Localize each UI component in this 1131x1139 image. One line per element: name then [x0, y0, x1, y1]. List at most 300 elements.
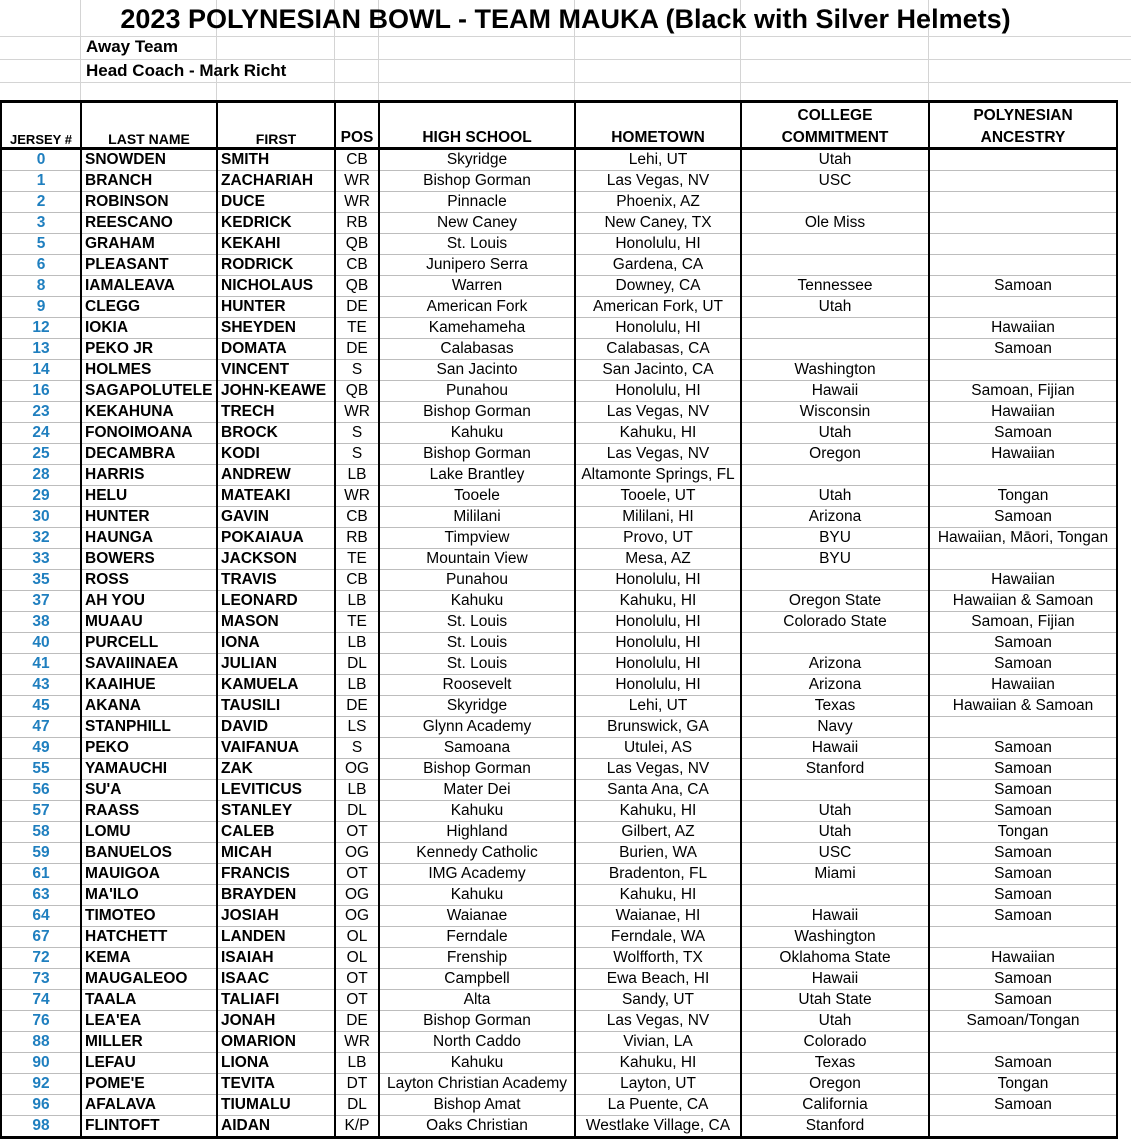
- jersey-number-cell: 0: [1, 149, 81, 171]
- position-cell: DE: [335, 696, 379, 717]
- position-cell: OT: [335, 969, 379, 990]
- college-commitment-cell: [741, 885, 929, 906]
- position-cell: OL: [335, 927, 379, 948]
- jersey-number-cell: 28: [1, 465, 81, 486]
- hometown-cell: La Puente, CA: [575, 1095, 741, 1116]
- college-commitment-cell: Arizona: [741, 654, 929, 675]
- polynesian-ancestry-cell: [929, 465, 1117, 486]
- college-commitment-cell: Utah: [741, 423, 929, 444]
- jersey-number-cell: 8: [1, 276, 81, 297]
- table-row: [1, 1095, 1117, 1116]
- hometown-cell: Gardena, CA: [575, 255, 741, 276]
- first-name-cell: JOSIAH: [217, 906, 335, 927]
- last-name-cell: CLEGG: [81, 297, 217, 318]
- position-cell: QB: [335, 276, 379, 297]
- high-school-cell: Kahuku: [379, 591, 575, 612]
- college-commitment-cell: Oregon: [741, 444, 929, 465]
- last-name-cell: MAUGALEOO: [81, 969, 217, 990]
- hometown-cell: Mesa, AZ: [575, 549, 741, 570]
- last-name-cell: IAMALEAVA: [81, 276, 217, 297]
- jersey-number-cell: 5: [1, 234, 81, 255]
- hometown-cell: Las Vegas, NV: [575, 444, 741, 465]
- college-commitment-cell: Oklahoma State: [741, 948, 929, 969]
- polynesian-ancestry-cell: Hawaiian: [929, 318, 1117, 339]
- college-commitment-cell: Utah: [741, 486, 929, 507]
- college-commitment-cell: Miami: [741, 864, 929, 885]
- college-commitment-cell: Tennessee: [741, 276, 929, 297]
- college-commitment-cell: Navy: [741, 717, 929, 738]
- polynesian-ancestry-cell: Samoan: [929, 780, 1117, 801]
- jersey-number-cell: 63: [1, 885, 81, 906]
- table-row: [1, 948, 1117, 969]
- college-commitment-cell: Hawaii: [741, 969, 929, 990]
- hometown-cell: Wolfforth, TX: [575, 948, 741, 969]
- jersey-number-cell: 40: [1, 633, 81, 654]
- high-school-cell: Bishop Amat: [379, 1095, 575, 1116]
- high-school-cell: IMG Academy: [379, 864, 575, 885]
- polynesian-ancestry-cell: [929, 297, 1117, 318]
- college-commitment-cell: Utah: [741, 801, 929, 822]
- first-name-cell: AIDAN: [217, 1116, 335, 1138]
- position-cell: WR: [335, 192, 379, 213]
- jersey-number-cell: 32: [1, 528, 81, 549]
- last-name-cell: SU'A: [81, 780, 217, 801]
- college-commitment-cell: [741, 192, 929, 213]
- high-school-cell: Kamehameha: [379, 318, 575, 339]
- table-row: [1, 234, 1117, 255]
- college-commitment-cell: Colorado State: [741, 612, 929, 633]
- hometown-cell: Las Vegas, NV: [575, 402, 741, 423]
- jersey-number-cell: 98: [1, 1116, 81, 1138]
- hometown-cell: Burien, WA: [575, 843, 741, 864]
- first-name-cell: BROCK: [217, 423, 335, 444]
- first-name-cell: DOMATA: [217, 339, 335, 360]
- last-name-cell: FONOIMOANA: [81, 423, 217, 444]
- high-school-cell: Highland: [379, 822, 575, 843]
- gridline: [0, 82, 1131, 83]
- polynesian-ancestry-cell: Samoan: [929, 864, 1117, 885]
- position-cell: LB: [335, 675, 379, 696]
- table-row: [1, 360, 1117, 381]
- last-name-cell: PEKO: [81, 738, 217, 759]
- table-row: [1, 1074, 1117, 1095]
- hometown-cell: San Jacinto, CA: [575, 360, 741, 381]
- first-name-cell: KEDRICK: [217, 213, 335, 234]
- college-commitment-cell: Oregon State: [741, 591, 929, 612]
- last-name-cell: REESCANO: [81, 213, 217, 234]
- jersey-number-cell: 59: [1, 843, 81, 864]
- table-row: [1, 696, 1117, 717]
- first-name-cell: HUNTER: [217, 297, 335, 318]
- hometown-cell: Westlake Village, CA: [575, 1116, 741, 1138]
- table-row: [1, 1116, 1117, 1138]
- college-commitment-cell: California: [741, 1095, 929, 1116]
- first-name-cell: SHEYDEN: [217, 318, 335, 339]
- first-name-cell: FRANCIS: [217, 864, 335, 885]
- polynesian-ancestry-cell: [929, 927, 1117, 948]
- last-name-cell: HATCHETT: [81, 927, 217, 948]
- first-name-cell: TAUSILI: [217, 696, 335, 717]
- first-name-cell: IONA: [217, 633, 335, 654]
- position-cell: TE: [335, 318, 379, 339]
- last-name-cell: KAAIHUE: [81, 675, 217, 696]
- college-commitment-cell: [741, 234, 929, 255]
- table-row: [1, 444, 1117, 465]
- polynesian-ancestry-cell: [929, 255, 1117, 276]
- position-cell: LB: [335, 591, 379, 612]
- last-name-cell: MILLER: [81, 1032, 217, 1053]
- high-school-cell: North Caddo: [379, 1032, 575, 1053]
- first-name-cell: ZACHARIAH: [217, 171, 335, 192]
- last-name-cell: FLINTOFT: [81, 1116, 217, 1138]
- jersey-number-cell: 35: [1, 570, 81, 591]
- first-name-cell: BRAYDEN: [217, 885, 335, 906]
- table-row: [1, 486, 1117, 507]
- table-row: [1, 927, 1117, 948]
- polynesian-ancestry-cell: [929, 1116, 1117, 1138]
- college-commitment-cell: Colorado: [741, 1032, 929, 1053]
- polynesian-ancestry-cell: Hawaiian: [929, 402, 1117, 423]
- high-school-cell: Kahuku: [379, 801, 575, 822]
- position-cell: OG: [335, 885, 379, 906]
- jersey-number-cell: 38: [1, 612, 81, 633]
- hometown-cell: Bradenton, FL: [575, 864, 741, 885]
- position-cell: OG: [335, 843, 379, 864]
- table-row: [1, 633, 1117, 654]
- jersey-number-cell: 74: [1, 990, 81, 1011]
- position-cell: LB: [335, 780, 379, 801]
- position-cell: DE: [335, 297, 379, 318]
- table-row: [1, 549, 1117, 570]
- college-commitment-cell: [741, 570, 929, 591]
- table-row: [1, 465, 1117, 486]
- header-row-2: [1, 125, 1117, 149]
- hometown-cell: Kahuku, HI: [575, 423, 741, 444]
- high-school-cell: Waianae: [379, 906, 575, 927]
- high-school-cell: Lake Brantley: [379, 465, 575, 486]
- table-row: [1, 801, 1117, 822]
- first-name-cell: MASON: [217, 612, 335, 633]
- position-cell: WR: [335, 402, 379, 423]
- last-name-cell: HELU: [81, 486, 217, 507]
- polynesian-ancestry-cell: Samoan: [929, 759, 1117, 780]
- position-cell: DL: [335, 801, 379, 822]
- polynesian-ancestry-cell: Tongan: [929, 822, 1117, 843]
- college-commitment-cell: Wisconsin: [741, 402, 929, 423]
- high-school-cell: Bishop Gorman: [379, 444, 575, 465]
- high-school-cell: Punahou: [379, 570, 575, 591]
- jersey-number-cell: 90: [1, 1053, 81, 1074]
- table-row: [1, 171, 1117, 192]
- jersey-number-cell: 67: [1, 927, 81, 948]
- jersey-number-cell: 13: [1, 339, 81, 360]
- first-name-cell: LIONA: [217, 1053, 335, 1074]
- position-cell: DT: [335, 1074, 379, 1095]
- table-row: [1, 402, 1117, 423]
- polynesian-ancestry-cell: Tongan: [929, 1074, 1117, 1095]
- jersey-number-cell: 29: [1, 486, 81, 507]
- position-cell: LB: [335, 465, 379, 486]
- college-commitment-cell: USC: [741, 843, 929, 864]
- high-school-cell: Alta: [379, 990, 575, 1011]
- table-row: [1, 423, 1117, 444]
- header-hometown: HOMETOWN: [575, 125, 741, 149]
- position-cell: QB: [335, 381, 379, 402]
- last-name-cell: PEKO JR: [81, 339, 217, 360]
- hometown-cell: Ewa Beach, HI: [575, 969, 741, 990]
- jersey-number-cell: 45: [1, 696, 81, 717]
- first-name-cell: DAVID: [217, 717, 335, 738]
- hometown-cell: Honolulu, HI: [575, 318, 741, 339]
- first-name-cell: LANDEN: [217, 927, 335, 948]
- jersey-number-cell: 2: [1, 192, 81, 213]
- polynesian-ancestry-cell: Samoan: [929, 885, 1117, 906]
- position-cell: OG: [335, 906, 379, 927]
- position-cell: OT: [335, 822, 379, 843]
- position-cell: TE: [335, 612, 379, 633]
- last-name-cell: PLEASANT: [81, 255, 217, 276]
- high-school-cell: Kahuku: [379, 1053, 575, 1074]
- header-ancestry-line2: ANCESTRY: [929, 125, 1117, 149]
- jersey-number-cell: 14: [1, 360, 81, 381]
- college-commitment-cell: Oregon: [741, 1074, 929, 1095]
- polynesian-ancestry-cell: [929, 171, 1117, 192]
- jersey-number-cell: 96: [1, 1095, 81, 1116]
- jersey-number-cell: 3: [1, 213, 81, 234]
- hometown-cell: Layton, UT: [575, 1074, 741, 1095]
- college-commitment-cell: [741, 465, 929, 486]
- table-row: [1, 1032, 1117, 1053]
- college-commitment-cell: Arizona: [741, 507, 929, 528]
- hometown-cell: Utulei, AS: [575, 738, 741, 759]
- polynesian-ancestry-cell: Samoan, Fijian: [929, 612, 1117, 633]
- hometown-cell: American Fork, UT: [575, 297, 741, 318]
- header-cell: [81, 102, 217, 126]
- first-name-cell: ISAAC: [217, 969, 335, 990]
- hometown-cell: Sandy, UT: [575, 990, 741, 1011]
- header-cell: [217, 102, 335, 126]
- table-row: [1, 339, 1117, 360]
- jersey-number-cell: 92: [1, 1074, 81, 1095]
- hometown-cell: Calabasas, CA: [575, 339, 741, 360]
- jersey-number-cell: 37: [1, 591, 81, 612]
- high-school-cell: Bishop Gorman: [379, 402, 575, 423]
- hometown-cell: Las Vegas, NV: [575, 1011, 741, 1032]
- hometown-cell: Ferndale, WA: [575, 927, 741, 948]
- hometown-cell: Kahuku, HI: [575, 1053, 741, 1074]
- hometown-cell: Lehi, UT: [575, 149, 741, 171]
- polynesian-ancestry-cell: Hawaiian & Samoan: [929, 591, 1117, 612]
- polynesian-ancestry-cell: Hawaiian, Māori, Tongan: [929, 528, 1117, 549]
- jersey-number-cell: 6: [1, 255, 81, 276]
- last-name-cell: MA'ILO: [81, 885, 217, 906]
- jersey-number-cell: 76: [1, 1011, 81, 1032]
- last-name-cell: SNOWDEN: [81, 149, 217, 171]
- polynesian-ancestry-cell: [929, 234, 1117, 255]
- table-row: [1, 906, 1117, 927]
- polynesian-ancestry-cell: Samoan, Fijian: [929, 381, 1117, 402]
- head-coach: Head Coach - Mark Richt: [86, 61, 287, 80]
- last-name-cell: ROSS: [81, 570, 217, 591]
- first-name-cell: LEVITICUS: [217, 780, 335, 801]
- first-name-cell: ZAK: [217, 759, 335, 780]
- polynesian-ancestry-cell: Samoan: [929, 843, 1117, 864]
- college-commitment-cell: Hawaii: [741, 738, 929, 759]
- position-cell: WR: [335, 486, 379, 507]
- hometown-cell: Phoenix, AZ: [575, 192, 741, 213]
- first-name-cell: KODI: [217, 444, 335, 465]
- college-commitment-cell: [741, 633, 929, 654]
- college-commitment-cell: Stanford: [741, 759, 929, 780]
- college-commitment-cell: Hawaii: [741, 906, 929, 927]
- high-school-cell: San Jacinto: [379, 360, 575, 381]
- roster-table: [0, 100, 1118, 1139]
- high-school-cell: Mountain View: [379, 549, 575, 570]
- college-commitment-cell: Texas: [741, 1053, 929, 1074]
- header-cell: [335, 102, 379, 126]
- hometown-cell: Altamonte Springs, FL: [575, 465, 741, 486]
- polynesian-ancestry-cell: [929, 360, 1117, 381]
- polynesian-ancestry-cell: Samoan: [929, 738, 1117, 759]
- first-name-cell: JACKSON: [217, 549, 335, 570]
- high-school-cell: Warren: [379, 276, 575, 297]
- table-row: [1, 297, 1117, 318]
- high-school-cell: St. Louis: [379, 654, 575, 675]
- last-name-cell: BANUELOS: [81, 843, 217, 864]
- high-school-cell: Bishop Gorman: [379, 1011, 575, 1032]
- polynesian-ancestry-cell: Hawaiian: [929, 948, 1117, 969]
- last-name-cell: MUAAU: [81, 612, 217, 633]
- polynesian-ancestry-cell: Hawaiian: [929, 444, 1117, 465]
- position-cell: S: [335, 360, 379, 381]
- position-cell: S: [335, 423, 379, 444]
- table-row: [1, 381, 1117, 402]
- table-row: [1, 864, 1117, 885]
- table-row: [1, 570, 1117, 591]
- table-row: [1, 675, 1117, 696]
- last-name-cell: TIMOTEO: [81, 906, 217, 927]
- first-name-cell: JULIAN: [217, 654, 335, 675]
- header-ancestry-line1: POLYNESIAN: [929, 102, 1117, 126]
- high-school-cell: Kahuku: [379, 423, 575, 444]
- position-cell: CB: [335, 255, 379, 276]
- high-school-cell: New Caney: [379, 213, 575, 234]
- high-school-cell: Junipero Serra: [379, 255, 575, 276]
- high-school-cell: St. Louis: [379, 612, 575, 633]
- position-cell: LB: [335, 1053, 379, 1074]
- high-school-cell: Glynn Academy: [379, 717, 575, 738]
- last-name-cell: LOMU: [81, 822, 217, 843]
- college-commitment-cell: Utah: [741, 297, 929, 318]
- first-name-cell: TIUMALU: [217, 1095, 335, 1116]
- table-row: [1, 843, 1117, 864]
- table-row: [1, 507, 1117, 528]
- polynesian-ancestry-cell: [929, 149, 1117, 171]
- hometown-cell: Kahuku, HI: [575, 801, 741, 822]
- table-row: [1, 969, 1117, 990]
- first-name-cell: SMITH: [217, 149, 335, 171]
- table-row: [1, 780, 1117, 801]
- table-row: [1, 612, 1117, 633]
- high-school-cell: Layton Christian Academy: [379, 1074, 575, 1095]
- table-row: [1, 654, 1117, 675]
- position-cell: LB: [335, 633, 379, 654]
- college-commitment-cell: Washington: [741, 927, 929, 948]
- hometown-cell: Kahuku, HI: [575, 885, 741, 906]
- team-designation: Away Team: [86, 37, 178, 56]
- position-cell: OG: [335, 759, 379, 780]
- high-school-cell: Mililani: [379, 507, 575, 528]
- polynesian-ancestry-cell: Samoan: [929, 906, 1117, 927]
- jersey-number-cell: 30: [1, 507, 81, 528]
- high-school-cell: Tooele: [379, 486, 575, 507]
- high-school-cell: Oaks Christian: [379, 1116, 575, 1138]
- last-name-cell: SAVAIINAEA: [81, 654, 217, 675]
- last-name-cell: AKANA: [81, 696, 217, 717]
- position-cell: CB: [335, 570, 379, 591]
- jersey-number-cell: 64: [1, 906, 81, 927]
- last-name-cell: KEKAHUNA: [81, 402, 217, 423]
- hometown-cell: Las Vegas, NV: [575, 759, 741, 780]
- college-commitment-cell: Utah: [741, 822, 929, 843]
- polynesian-ancestry-cell: Samoan: [929, 1053, 1117, 1074]
- high-school-cell: Punahou: [379, 381, 575, 402]
- first-name-cell: POKAIAUA: [217, 528, 335, 549]
- table-row: [1, 717, 1117, 738]
- last-name-cell: KEMA: [81, 948, 217, 969]
- last-name-cell: STANPHILL: [81, 717, 217, 738]
- jersey-number-cell: 1: [1, 171, 81, 192]
- hometown-cell: Honolulu, HI: [575, 234, 741, 255]
- college-commitment-cell: Utah: [741, 149, 929, 171]
- jersey-number-cell: 58: [1, 822, 81, 843]
- last-name-cell: RAASS: [81, 801, 217, 822]
- polynesian-ancestry-cell: [929, 213, 1117, 234]
- first-name-cell: KAMUELA: [217, 675, 335, 696]
- polynesian-ancestry-cell: Hawaiian: [929, 570, 1117, 591]
- jersey-number-cell: 47: [1, 717, 81, 738]
- jersey-number-cell: 73: [1, 969, 81, 990]
- last-name-cell: TAALA: [81, 990, 217, 1011]
- college-commitment-cell: BYU: [741, 528, 929, 549]
- position-cell: K/P: [335, 1116, 379, 1138]
- first-name-cell: MATEAKI: [217, 486, 335, 507]
- last-name-cell: POME'E: [81, 1074, 217, 1095]
- table-row: [1, 1011, 1117, 1032]
- table-row: [1, 192, 1117, 213]
- hometown-cell: Provo, UT: [575, 528, 741, 549]
- position-cell: QB: [335, 234, 379, 255]
- high-school-cell: American Fork: [379, 297, 575, 318]
- last-name-cell: HUNTER: [81, 507, 217, 528]
- hometown-cell: Kahuku, HI: [575, 591, 741, 612]
- jersey-number-cell: 55: [1, 759, 81, 780]
- high-school-cell: Calabasas: [379, 339, 575, 360]
- polynesian-ancestry-cell: Samoan: [929, 339, 1117, 360]
- last-name-cell: MAUIGOA: [81, 864, 217, 885]
- jersey-number-cell: 56: [1, 780, 81, 801]
- polynesian-ancestry-cell: [929, 1032, 1117, 1053]
- last-name-cell: IOKIA: [81, 318, 217, 339]
- position-cell: DE: [335, 339, 379, 360]
- hometown-cell: Santa Ana, CA: [575, 780, 741, 801]
- position-cell: S: [335, 444, 379, 465]
- high-school-cell: Kahuku: [379, 885, 575, 906]
- position-cell: S: [335, 738, 379, 759]
- last-name-cell: SAGAPOLUTELE: [81, 381, 217, 402]
- polynesian-ancestry-cell: Hawaiian: [929, 675, 1117, 696]
- college-commitment-cell: Utah: [741, 1011, 929, 1032]
